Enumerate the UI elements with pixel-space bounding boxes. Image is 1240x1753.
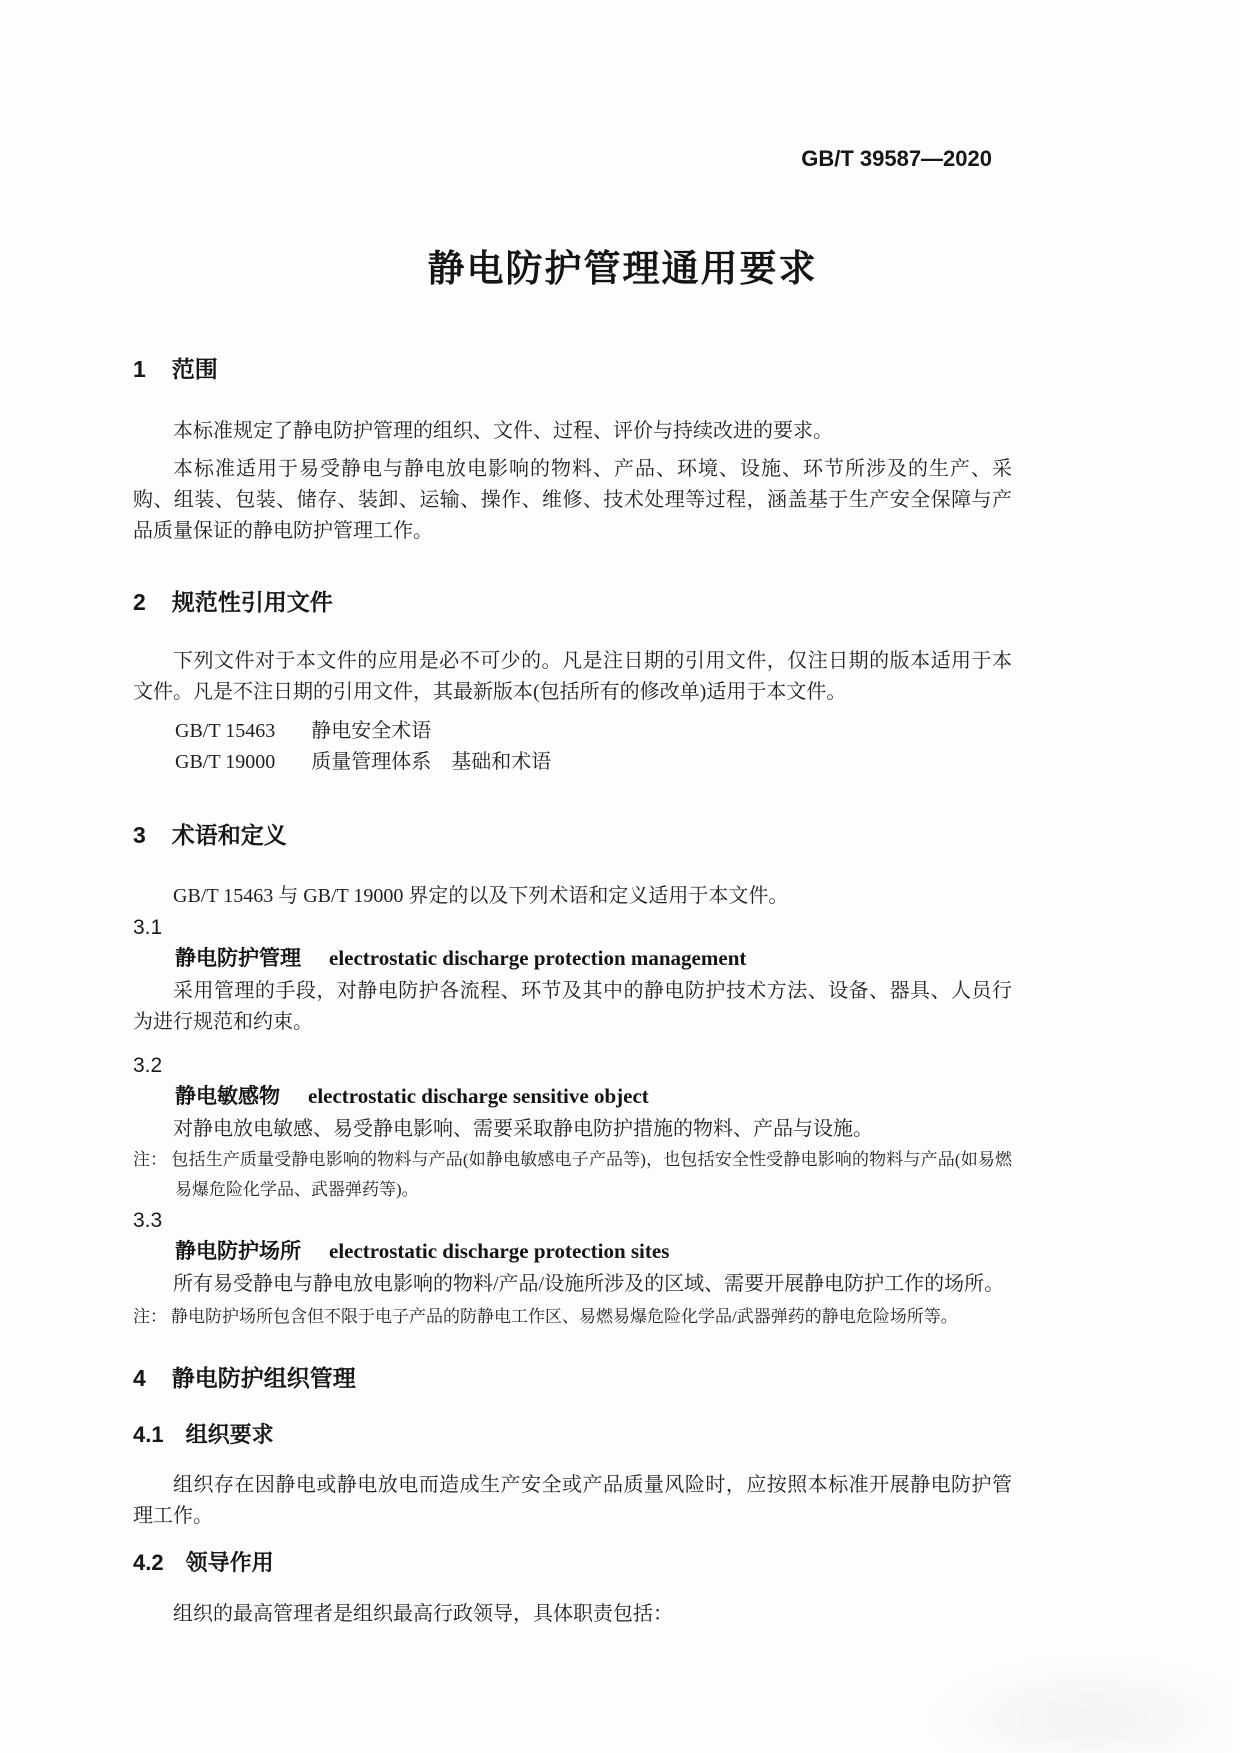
section-2-number: 2 xyxy=(133,589,146,615)
term-entry xyxy=(133,912,1012,1038)
term-name-zh: 静电防护场所 xyxy=(175,1240,301,1263)
term-name-en: electrostatic discharge protection sites xyxy=(329,1239,670,1263)
term-number: 3.1 xyxy=(133,916,163,939)
section-4-1-heading xyxy=(133,1420,1012,1450)
page-title: 静电防护管理通用要求 xyxy=(427,248,818,289)
term-name-zh: 静电敏感物 xyxy=(175,1085,280,1108)
section-4-1-number: 4.1 xyxy=(133,1422,164,1447)
term-entry xyxy=(133,1205,1012,1332)
terms-intro-paragraph: GB/T 15463 与 GB/T 19000 界定的以及下列术语和定义适用于本文件。 xyxy=(173,885,789,907)
term-name-line xyxy=(133,1236,1012,1269)
section-3-heading xyxy=(133,820,1012,850)
reference-title: 质量管理体系 基础和术语 xyxy=(311,751,552,773)
term-number: 3.2 xyxy=(133,1054,163,1077)
note-label: 注： xyxy=(133,1150,168,1169)
reference-code: GB/T 19000 xyxy=(175,751,276,773)
normative-refs-paragraph: 下列文件对于本文件的应用是必不可少的。凡是注日期的引用文件，仅注日期的版本适用于本文件。凡是不注日期的引用文件，其最新版本(包括所有的修改单)适用于本文件。 xyxy=(133,650,1012,703)
term-number: 3.3 xyxy=(133,1209,163,1232)
section-4-1-title: 组织要求 xyxy=(185,1422,274,1447)
term-note xyxy=(133,1145,1012,1205)
section-4-2-heading xyxy=(133,1548,1012,1578)
scope-paragraph-2: 本标准适用于易受静电与静电放电影响的物料、产品、环境、设施、环节所涉及的生产、采购、组装、包装、储存、装卸、运输、操作、维修、技术处理等过程，涵盖基于生产安全保障与产品质量保证的静电防护管理工作。 xyxy=(133,458,1012,542)
note-label: 注： xyxy=(133,1307,167,1326)
term-entry xyxy=(133,1050,1012,1205)
term-name-line xyxy=(133,1081,1012,1114)
term-name-en: electrostatic discharge protection management xyxy=(329,946,747,970)
reference-code: GB/T 15463 xyxy=(175,720,276,742)
reference-item xyxy=(133,716,1012,747)
section-1-number: 1 xyxy=(133,356,146,382)
leadership-paragraph: 组织的最高管理者是组织最高行政领导，具体职责包括： xyxy=(173,1603,673,1625)
section-1-title: 范围 xyxy=(171,356,218,382)
org-requirements-paragraph: 组织存在因静电或静电放电而造成生产安全或产品质量风险时，应按照本标准开展静电防护管理工作。 xyxy=(133,1474,1012,1527)
section-2-heading xyxy=(133,587,1012,617)
section-3-number: 3 xyxy=(133,822,146,848)
standard-number: GB/T 39587—2020 xyxy=(801,146,992,171)
term-name-zh: 静电防护管理 xyxy=(175,947,301,970)
section-2-title: 规范性引用文件 xyxy=(171,589,333,615)
term-note xyxy=(133,1302,1012,1332)
scan-smudge-artifact xyxy=(920,1653,1230,1753)
section-4-2-title: 领导作用 xyxy=(185,1550,274,1575)
section-4-title: 静电防护组织管理 xyxy=(171,1365,356,1391)
section-4-heading xyxy=(133,1363,1012,1393)
term-name-en: electrostatic discharge sensitive object xyxy=(308,1084,649,1108)
reference-item xyxy=(133,747,1012,778)
term-name-line xyxy=(133,943,1012,976)
section-4-number: 4 xyxy=(133,1365,146,1391)
section-4-2-number: 4.2 xyxy=(133,1550,164,1575)
term-definition: 所有易受静电与静电放电影响的物料/产品/设施所涉及的区域、需要开展静电防护工作的场所。 xyxy=(173,1273,1005,1295)
term-definition: 对静电放电敏感、易受静电影响、需要采取静电防护措施的物料、产品与设施。 xyxy=(173,1118,873,1140)
section-3-title: 术语和定义 xyxy=(171,822,287,848)
term-definition: 采用管理的手段，对静电防护各流程、环节及其中的静电防护技术方法、设备、器具、人员行为进行规范和约束。 xyxy=(133,980,1012,1033)
note-text: 包括生产质量受静电影响的物料与产品(如静电敏感电子产品等)，也包括安全性受静电影响的物料与产品(如易燃易爆危险化学品、武器弹药等)。 xyxy=(171,1150,1013,1199)
section-1-heading xyxy=(133,354,1012,384)
reference-title: 静电安全术语 xyxy=(311,720,432,742)
scope-paragraph-1: 本标准规定了静电防护管理的组织、文件、过程、评价与持续改进的要求。 xyxy=(173,420,833,442)
note-text: 静电防护场所包含但不限于电子产品的防静电工作区、易燃易爆危险化学品/武器弹药的静电危险场所等。 xyxy=(171,1307,958,1326)
